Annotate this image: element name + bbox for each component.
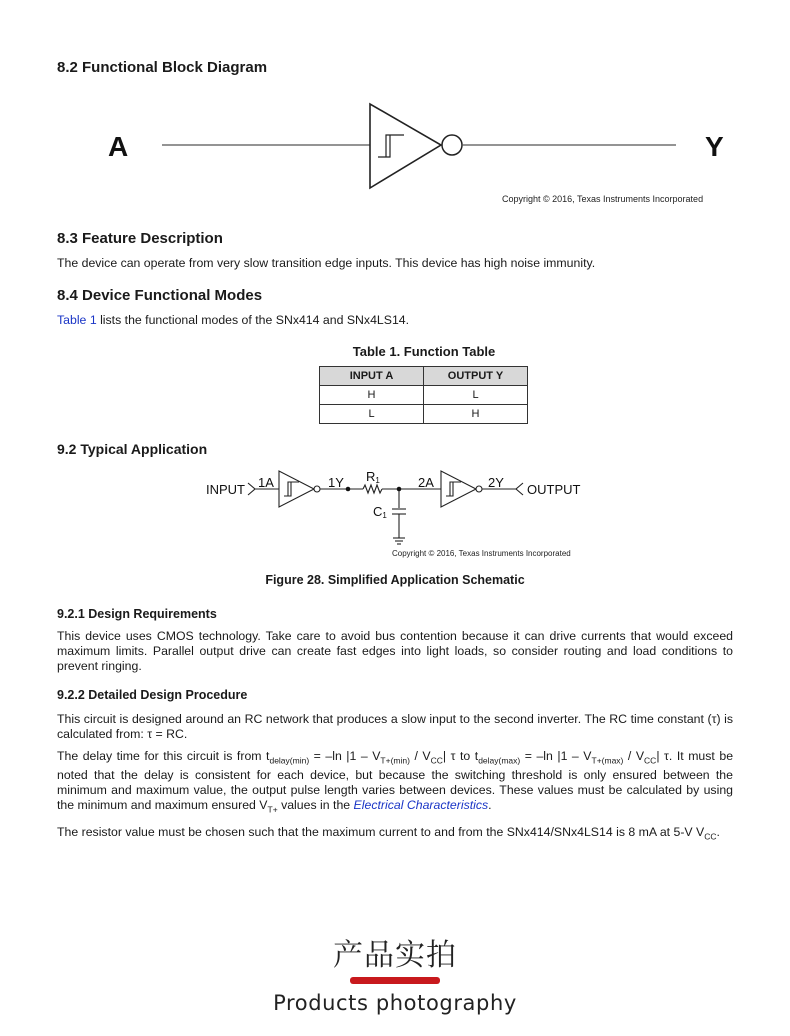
table-row: [320, 386, 528, 405]
feature-description-text: The device can operate from very slow transition edge inputs. This device has high noise immunity.: [57, 256, 596, 270]
schematic-pin-1a: 1A: [258, 475, 274, 490]
schematic-pin-2a: 2A: [418, 475, 434, 490]
figure-28-caption: Figure 28. Simplified Application Schematic: [265, 573, 525, 587]
resistor-icon: [363, 485, 382, 493]
footer-subtitle-en: Products photography: [273, 991, 517, 1015]
functional-modes-text-rest: lists the functional modes of the SNx414 and SNx4LS14.: [96, 313, 410, 327]
table-cell: H: [424, 405, 528, 424]
table-header-row: [320, 367, 528, 386]
function-table: [319, 366, 528, 424]
footer-accent-bar: [350, 977, 440, 984]
inversion-bubble: [442, 135, 462, 155]
table-header-input: INPUT A: [320, 367, 424, 386]
junction-dot: [397, 487, 402, 492]
section-heading-8-2: 8.2 Functional Block Diagram: [57, 59, 268, 76]
table-1-title: Table 1. Function Table: [352, 344, 496, 359]
footer-title-cn: 产品实拍: [333, 938, 457, 973]
junction-dot: [346, 487, 351, 492]
schematic-capacitor-label: C1: [373, 504, 387, 520]
table-1-link[interactable]: Table 1: [57, 313, 97, 327]
inversion-bubble: [314, 486, 320, 492]
schematic-pin-2y: 2Y: [488, 475, 504, 490]
table-cell: L: [320, 405, 424, 424]
section-heading-8-3: 8.3 Feature Description: [57, 230, 223, 247]
inversion-bubble: [476, 486, 482, 492]
functional-block-diagram: [0, 90, 790, 210]
inverter-1-triangle: [279, 471, 314, 507]
section-heading-9-2-1: 9.2.1 Design Requirements: [57, 607, 217, 621]
design-procedure-paragraph-1: This circuit is designed around an RC network that produces a slow input to the second inverter. The RC time constant (τ) is calculated from: τ = RC.: [57, 712, 733, 741]
schmitt-buffer-triangle: [370, 104, 441, 188]
hysteresis-icon: [446, 482, 461, 496]
table-cell: H: [320, 386, 424, 405]
application-schematic: [0, 460, 790, 560]
section-heading-9-2-2: 9.2.2 Detailed Design Procedure: [57, 688, 248, 702]
schematic-pin-1y: 1Y: [328, 475, 344, 490]
schematic-input-label: INPUT: [206, 482, 245, 497]
hysteresis-icon: [284, 482, 299, 496]
design-procedure-paragraph-2: The delay time for this circuit is from $t_{delay(min)} = -\ln$ $|1 - V_{T+(min)} / V_{CC}|$ τ to $t_{delay(max)} = -\ln$ $|1 - V_{T+(max)} / V_{CC}|$ τ. It must be noted that the delay is consistent for each device, but because the switching threshold is only ensured between the minimum and maximum value, the output pulse length varies between devices. These values must be calculated by using the minimum and maximum ensured $V_{T+}$ values in the Electrical Characteristics.: [57, 749, 734, 815]
output-arrow-icon: [516, 483, 523, 495]
table-cell: L: [424, 386, 528, 405]
hysteresis-icon: [378, 135, 404, 157]
schematic-output-label: OUTPUT: [527, 482, 581, 497]
table-header-output: OUTPUT Y: [424, 367, 528, 386]
electrical-characteristics-link[interactable]: Electrical Characteristics: [353, 798, 489, 813]
input-arrow-icon: [248, 483, 255, 495]
functional-modes-text: [57, 313, 733, 328]
block-diagram-copyright: Copyright © 2016, Texas Instruments Incorporated: [502, 194, 704, 204]
schematic-copyright: Copyright © 2016, Texas Instruments Incorporated: [392, 549, 571, 558]
schematic-resistor-label: R1: [366, 469, 380, 485]
section-heading-9-2: 9.2 Typical Application: [57, 441, 208, 457]
table-row: [320, 405, 528, 424]
block-output-label: Y: [705, 131, 724, 162]
design-procedure-paragraph-3: The resistor value must be chosen such that the maximum current to and from the SNx414/SNx4LS14 is 8 mA at 5-V $V_{CC}$.: [57, 824, 720, 842]
block-input-label: A: [108, 131, 129, 162]
design-procedure-text: [57, 712, 733, 844]
inverter-2-triangle: [441, 471, 476, 507]
design-requirements-text: This device uses CMOS technology. Take care to avoid bus contention because it can drive currents that would exceed maximum limits. Parallel output drive can create fast edges into light loads, so consider routing and load conditions to prevent ringing.: [57, 629, 733, 673]
section-heading-8-4: 8.4 Device Functional Modes: [57, 287, 263, 304]
